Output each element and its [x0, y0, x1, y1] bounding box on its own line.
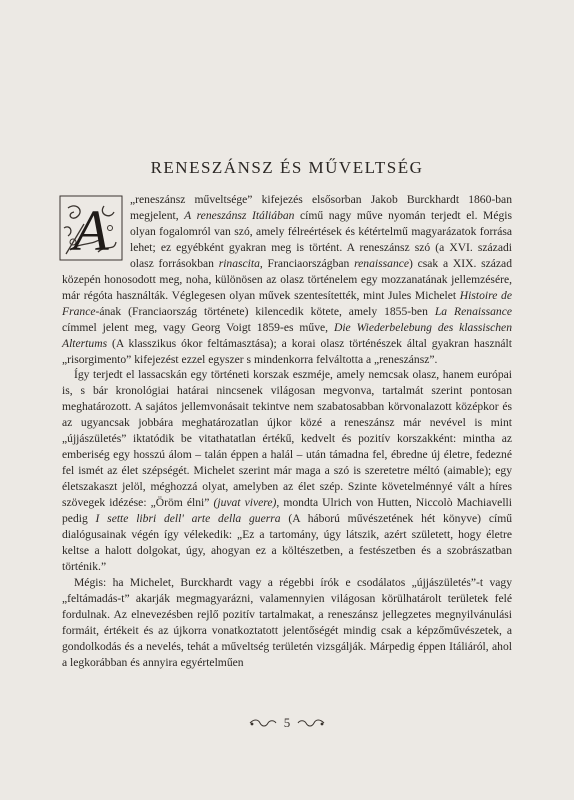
page-footer: [0, 715, 574, 731]
body-text: [62, 192, 512, 671]
paragraph-3: Mégis: ha Michelet, Burckhardt vagy a régebbi írók e csodálatos „újjászületés”-t vagy „feltámadás-t” akarják megmagyarázni, valamennyien világosan körülhatárolt területek felé fordulnak. Az elnevezésben rejlő pozitív tartalmakat, a reneszánsz jellegzetes megnyilvánulási formáit, értékeit és az újkorra vonatkoztatott jelentőségét mindig csak a képzőművészetek, a gondolkodás és a nevelés, tehát a műveltség területén vizsgálják. Márpedig éppen Itáliáról, ahol a legkorábban és annyira egyértelműen: [62, 575, 512, 669]
chapter-heading: RENESZÁNSZ ÉS MŰVELTSÉG: [150, 158, 424, 177]
paragraph-2: Így terjedt el lassacskán egy történeti korszak eszméje, amely nemcsak olasz, hanem európai is, s bár kronológiai határai nincsenek világosan megvonva, tartalmát szerint pontosan meghatározott. A sajátos jellemvonásait tekintve nem szabatosabban körvonalazott középkor és az ugyancsak jobbára meghatározatlan újkor közé a reneszánsz már nevével is mint „újjászületés” iktatódik be vitathatatlan értékű, kedvelt és pozitív korszakként: mintha az emberiség egy hosszú álom – talán éppen a halál – után támadna fel, ébredne új életre, fedezné fel ismét az élet szépségét. Michelet szerint már maga a szó is szeretetre méltó (aimable); egy életszakaszt jelöl, méghozzá olyat, amelyben az élet szép. Szinte követelménnyé vált a híres szövegek idézése: „Öröm élni” (juvat vivere), mondta Ulrich von Hutten, Niccolò Machiavelli pedig I sette libri dell' arte della guerra (A háború művészetének hét könyve) című dialógusainak végén így vélekedik: „Ez a tartomány, úgy látszik, azért született, hogy életre keltse a halott dolgokat, úgy, ahogyan ez a költészetben, a festészetben és a szobrászatban történik.”: [62, 368, 513, 573]
decorated-initial-a-icon: [58, 194, 124, 262]
page-number: 5: [283, 715, 291, 730]
left-ornament-icon: [248, 718, 278, 728]
right-ornament-icon: [296, 718, 326, 728]
initial-letter: A: [73, 198, 109, 262]
paragraph-1: A „reneszánsz műveltsége” kifejezés elsősorban Jakob Burckhardt 1860-ban megjelent, A reneszánsz Itáliában című nagy műve nyomán terjedt el. Mégis olyan fogalomról van szó, amely félreértések és kétértelmű magyarázatok forrása lehet; ez egyébként gyakran meg is történt. A reneszánsz szó (a XVI. századi olasz forrásokban rinascita, Franciaországban renaissance) csak a XIX. század közepén honosodott meg, noha, különösen az olasz történelem egy mozzanatának jellemzésére, már régóta használták. Véglegesen olyan művek szentesítették, mint Jules Michelet Histoire de France-ának (Franciaország története) kilencedik kötete, amely 1855-ben La Renaissance címmel jelent meg, vagy Georg Voigt 1859-es műve, Die Wiederbelebung des klassischen Altertums (A klasszikus ókor feltámasztása); a korai olasz történészek által gyakran használt „risorgimento” kifejezést ezzel egyszer s mindenkorra felváltotta a „reneszánsz”.: [62, 192, 512, 367]
